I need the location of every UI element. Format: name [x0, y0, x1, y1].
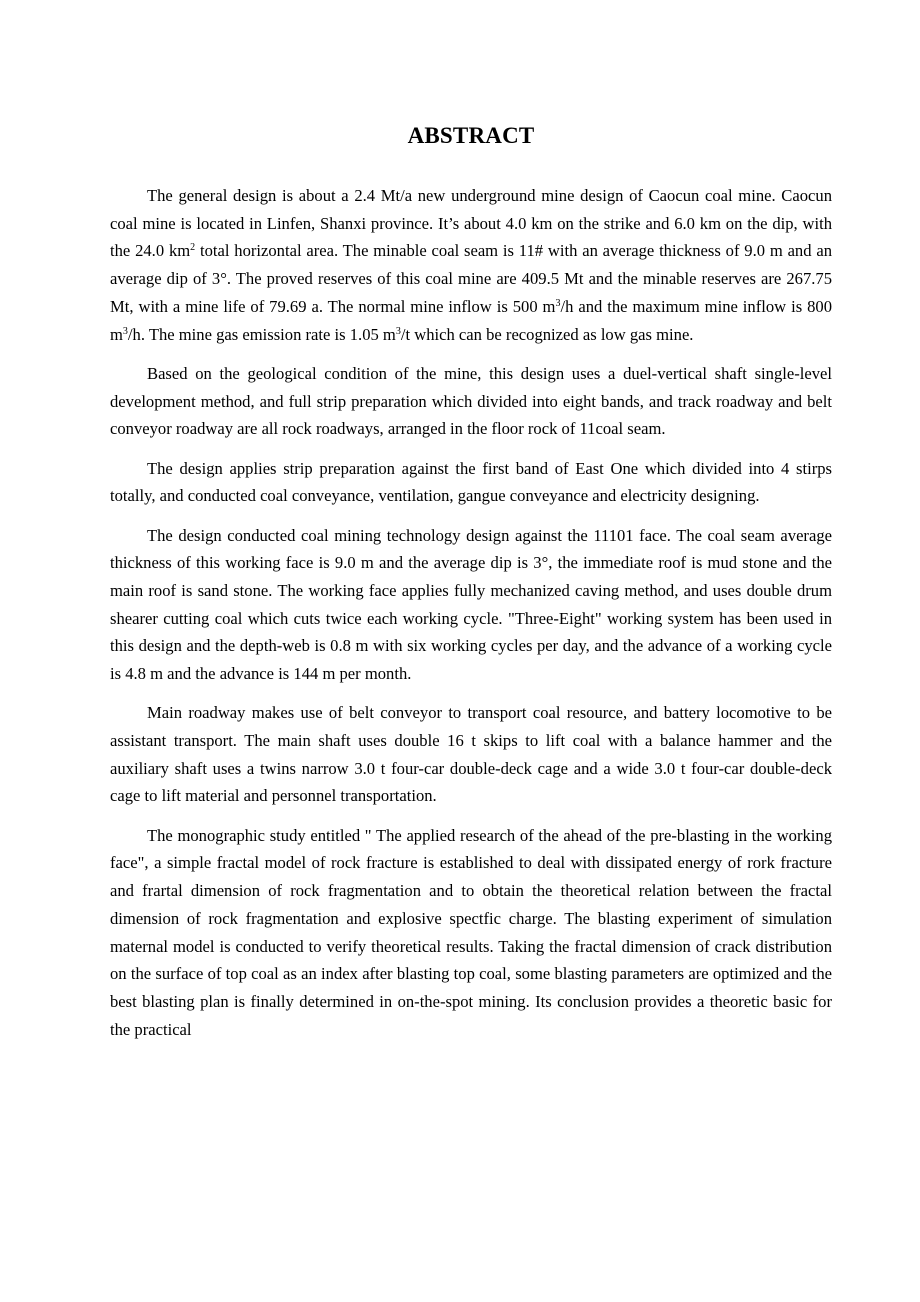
text-span: /h. The mine gas emission rate is 1.05 m: [127, 324, 396, 344]
superscript: 3: [555, 297, 561, 309]
paragraph-mine-overview: [110, 182, 832, 348]
paragraph-transport: Main roadway makes use of belt conveyor to transport coal resource, and battery locomotive to be assistant transport. The main shaft uses double 16 t skips to lift coal with a balance hammer and the auxiliary shaft uses a twins narrow 3.0 t four-car double-deck cage and a wide 3.0 t four-car double-deck cage to lift material and personnel transportation.: [110, 703, 832, 806]
paragraph-monographic-study: The monographic study entitled " The applied research of the ahead of the pre-blasting in the working face", a simple fractal model of rock fracture is established to deal with dissipated energy of rork fracture and frartal dimension of rock fragmentation and to obtain the theoretical relation between the fractal dimension of rock fragmentation and explosive spectfic charge. The blasting experiment of simulation maternal model is conducted to verify theoretical results. Taking the fractal dimension of crack distribution on the surface of top coal as an index after blasting top coal, some blasting parameters are optimized and the best blasting plan is finally determined in on-the-spot mining. Its conclusion provides a theoretic basic for the practical: [110, 825, 832, 1039]
paragraph-mining-technology: The design conducted coal mining technology design against the 11101 face. The coal seam average thickness of this working face is 9.0 m and the average dip is 3°, the immediate roof is mud stone and the main roof is sand stone. The working face applies fully mechanized caving method, and uses double drum shearer cutting coal which cuts twice each working cycle. "Three-Eight" working system has been used in this design and the depth-web is 0.8 m with six working cycles per day, and the advance of a working cycle is 4.8 m and the advance is 144 m per month.: [110, 525, 832, 684]
text-span: /t which can be recognized as low gas mine.: [400, 324, 694, 344]
superscript: 3: [395, 325, 401, 337]
superscript: 3: [122, 325, 128, 337]
text-span: total horizontal area. The minable coal seam is 11# with an average thickness of 9.0 m and an average dip of 3°. The proved reserves of this coal mine are 409.5 Mt and the minable reserves are 267.75 Mt, with a mine life of 79.69 a. The normal mine inflow is 500 m: [110, 241, 833, 316]
text-span: /h and the maximum mine inflow is 800 m: [110, 296, 832, 344]
abstract-title: ABSTRACT: [407, 123, 535, 148]
paragraph-development: Based on the geological condition of the mine, this design uses a duel-vertical shaft single-level development method, and full strip preparation which divided into eight bands, and track roadway and belt conveyor roadway are all rock roadways, arranged in the floor rock of 11coal seam.: [110, 363, 832, 439]
superscript: 2: [190, 242, 196, 254]
paragraph-strip-preparation: The design applies strip preparation against the first band of East One which divided into 4 stirps totally, and conducted coal conveyance, ventilation, gangue conveyance and electricity designing.: [110, 458, 832, 506]
document-page: [110, 121, 832, 1055]
text-span: The general design is about a 2.4 Mt/a new underground mine design of Caocun coal mine. Caocun coal mine is located in Linfen, Shanxi province. It’s about 4.0 km on the strike and 6.0 km on the dip, with the 24.0 km: [110, 186, 832, 261]
